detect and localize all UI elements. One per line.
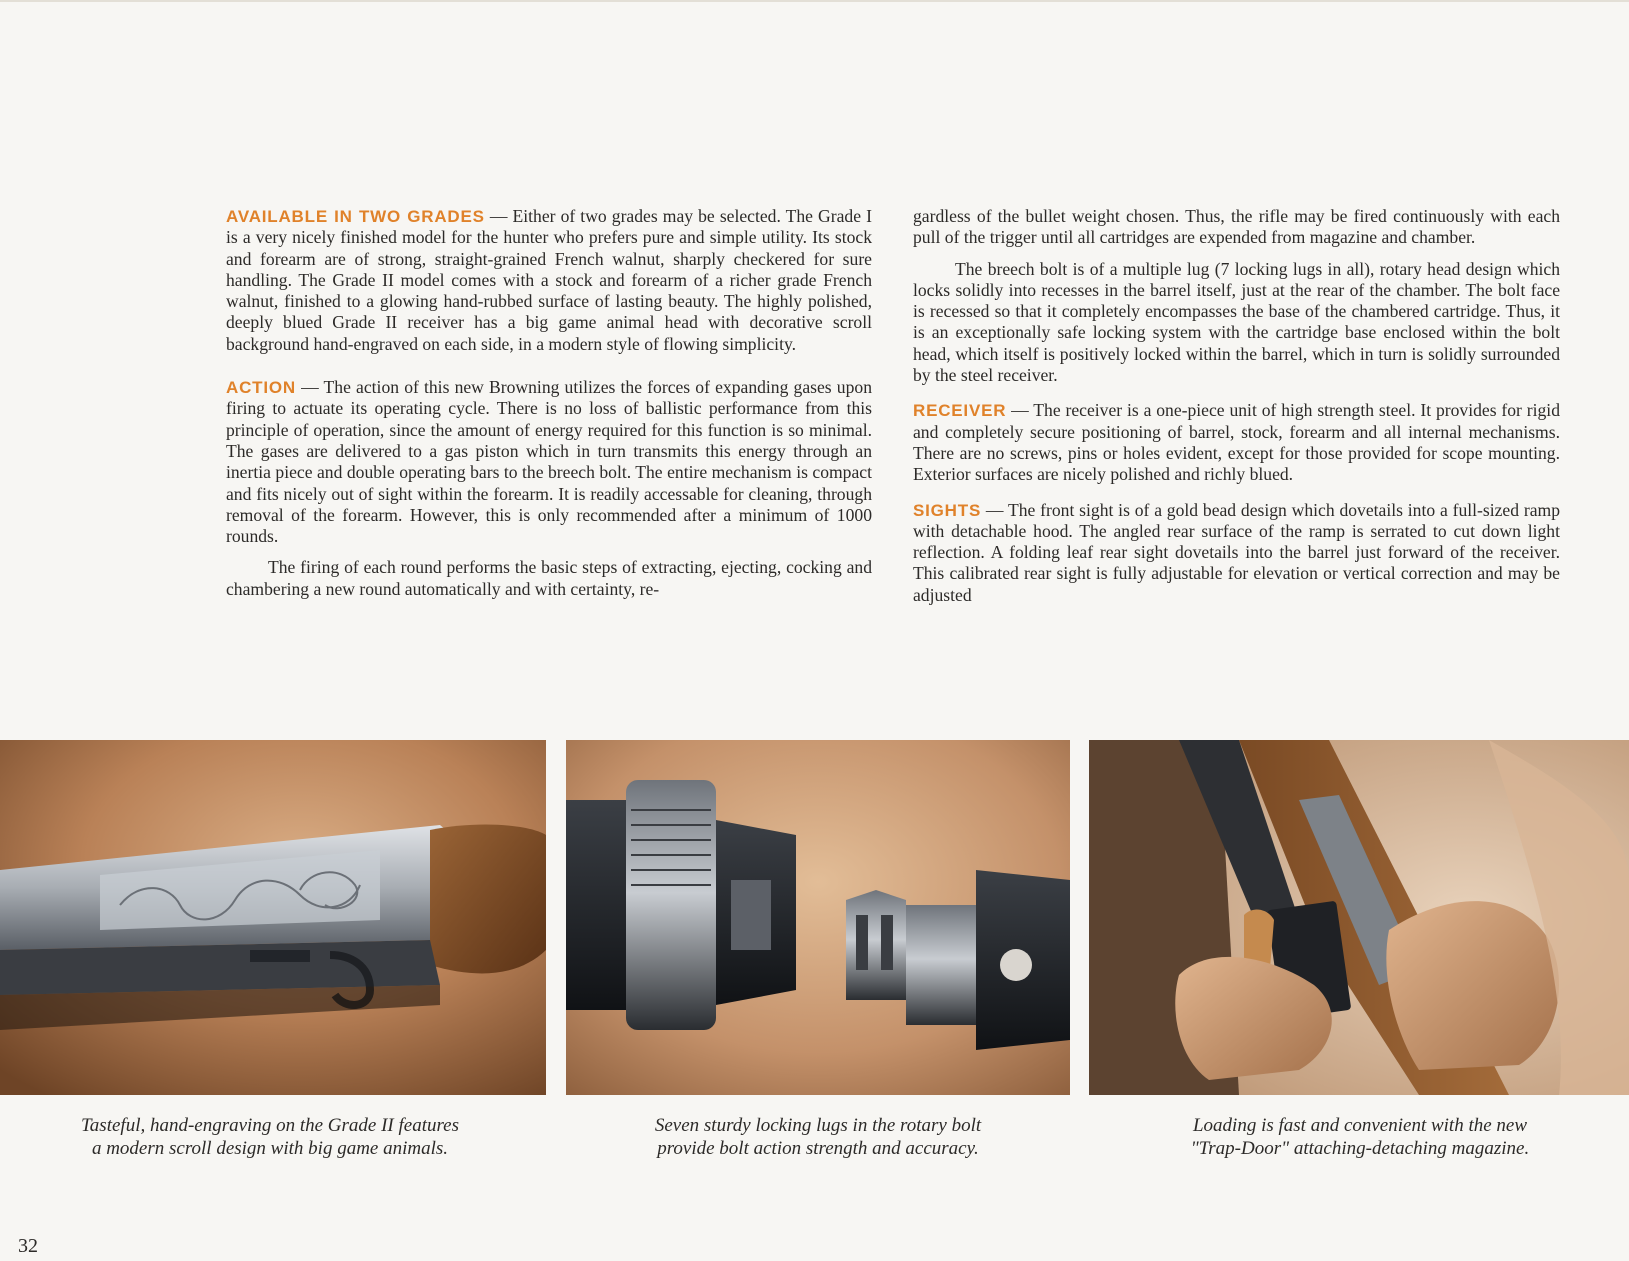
sights-heading: SIGHTS [913,500,982,520]
sights-body: — The front sight is of a gold bead design which dovetails into a full-sized ramp with detachable hood. The angled rear surface of the ramp is serrated to cut down light reflection. A folding leaf rear sight dovetails into the barrel just forward of the receiver. This calibrated rear sight is fully adjustable for elevation or vertical correction and may be adjusted [913,499,1560,605]
page-number: 32 [18,1235,38,1257]
left-text-column [226,206,872,614]
action-heading: ACTION [226,378,296,398]
photo-rotary-bolt [566,740,1070,1095]
action-paragraph [226,377,872,547]
photo-trap-door-magazine [1089,740,1629,1095]
photo-engraved-receiver [0,740,546,1095]
caption-engraving [40,1114,500,1160]
caption-engraving-line1: Tasteful, hand-engraving on the Grade II features [80,1115,460,1136]
caption-bolt-line1: Seven sturdy locking lugs in the rotary bolt [654,1115,982,1136]
caption-bolt-line2: provide bolt action strength and accuracy. [657,1138,979,1159]
page-top-edge [0,0,1629,2]
receiver-paragraph [913,400,1560,485]
grades-heading: AVAILABLE IN TWO GRADES [226,207,485,226]
action-body: — The action of this new Browning utilizes the forces of expanding gases upon firing to actuate its operating cycle. There is no loss of ballistic performance from this principle of operation, since the amount of energy required for this function is so minimal. The gases are delivered to a gas piston which in turn transmits this energy through an inertia piece and double operating bars to the breech bolt. The entire mechanism is compact and fits nicely out of sight within the forearm. It is readily accessable for cleaning, through removal of the forearm. However, this is only recommended after a minimum of 1000 rounds. [226,377,872,547]
receiver-heading: RECEIVER [913,401,1007,421]
caption-magazine-line1: Loading is fast and convenient with the new [1192,1115,1528,1136]
grades-body: — Either of two grades may be selected. The Grade I is a very nicely finished model for the hunter who prefers pure and simple utility. Its stock and forearm are of strong, straight-grained French walnut, sharply checkered for sure handling. The Grade II model comes with a stock and forearm of a richer grade French walnut, finished to a glowing hand-rubbed surface of lasting beauty. The highly polished, deeply blued Grade II receiver has a big game animal head with decorative scroll background hand-engraved on each side, in a modern style of flowing simplicity. [226,206,872,354]
caption-magazine-line2: "Trap-Door" attaching-detaching magazine. [1190,1138,1530,1159]
grades-paragraph [226,206,872,355]
caption-magazine [1140,1114,1580,1160]
sights-paragraph [913,500,1560,606]
right-text-column [913,206,1560,620]
receiver-body: — The receiver is a one-piece unit of high strength steel. It provides for rigid and completely secure positioning of barrel, stock, forearm and all internal mechanisms. There are no screws, pins or holes evident, except for those provided for scope mounting. Exterior surfaces are nicely polished and richly blued. [913,400,1560,485]
caption-bolt [600,1114,1036,1160]
breech-paragraph: The breech bolt is of a multiple lug (7 locking lugs in all), rotary head design which locks solidly into recesses in the barrel itself, just at the rear of the chamber. The bolt face is recessed so that it completely encompasses the base of the chambered cartridge. Thus, it is an exceptionally safe locking system with the cartridge base enclosed within the bolt head, which itself is positively locked within the barrel, which in turn is solidly surrounded by the steel receiver. [913,258,1560,386]
firing-paragraph: The firing of each round performs the basic steps of extracting, ejecting, cocking and chambering a new round automatically and with certainty, re- [226,557,872,599]
caption-engraving-line2: a modern scroll design with big game animals. [91,1138,449,1159]
continuation-paragraph: gardless of the bullet weight chosen. Thus, the rifle may be fired continuously with each pull of the trigger until all cartridges are expended from magazine and chamber. [913,206,1560,248]
